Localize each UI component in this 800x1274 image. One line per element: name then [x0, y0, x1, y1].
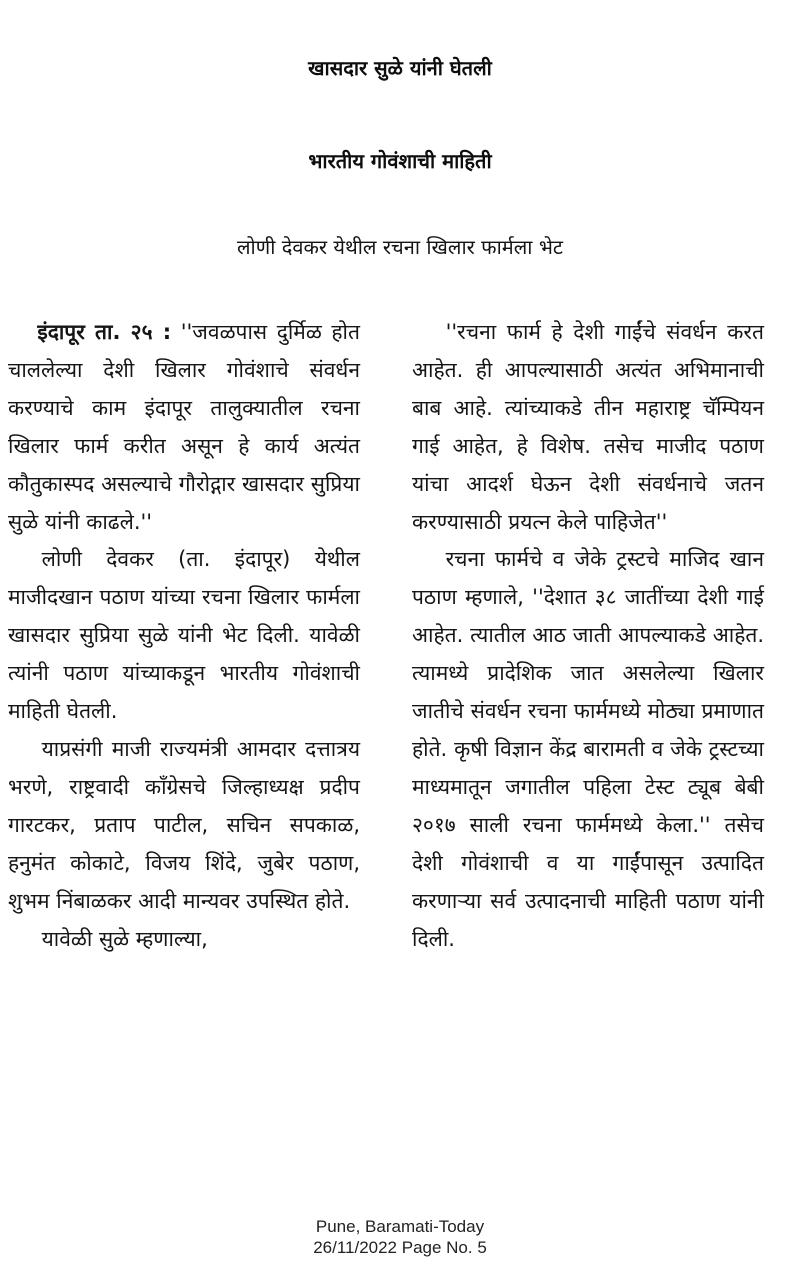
source-footer: [0, 1216, 800, 1258]
article-column-right: [412, 314, 764, 958]
paragraph-5: ''रचना फार्म हे देशी गाईंचे संवर्धन करत आहेत. ही आपल्यासाठी अत्यंत अभिमानाची बाब आहे. त्यांच्याकडे तीन महाराष्ट्र चॅम्पियन गाई आहेत, हे विशेष. तसेच माजीद पठाण यांचा आदर्श घेऊन देशी संवर्धनाचे जतन करण्यासाठी प्रयत्न केले पाहिजेत'': [412, 320, 764, 534]
paragraph-1-text: ''जवळपास दुर्मिळ होत चाललेल्या देशी खिलार गोवंशाचे संवर्धन करण्याचे काम इंदापूर तालुक्यातील रचना खिलार फार्म करीत असून हे कार्य अत्यंत कौतुकास्पद असल्याचे गौरोद्गार खासदार सुप्रिया सुळे यांनी काढले.'': [8, 320, 360, 534]
article-column-left: [8, 314, 360, 958]
source-line: Pune, Baramati-Today: [315, 1217, 485, 1236]
headline-line-1: खासदार सुळे यांनी घेतली: [308, 56, 492, 80]
paragraph-3: याप्रसंगी माजी राज्यमंत्री आमदार दत्तात्रय भरणे, राष्ट्रवादी काँग्रेसचे जिल्हाध्यक्ष प्रदीप गारटकर, प्रताप पाटील, सचिन सपकाळ, हनुमंत कोकाटे, विजय शिंदे, जुबेर पठाण, शुभम निंबाळकर आदी मान्यवर उपस्थित होते.: [8, 736, 361, 913]
paragraph-4: यावेळी सुळे म्हणाल्या,: [41, 926, 208, 951]
date-page-line: 26/11/2022 Page No. 5: [313, 1238, 487, 1257]
paragraph-2: लोणी देवकर (ता. इंदापूर) येथील माजीदखान पठाण यांच्या रचना खिलार फार्मला खासदार सुप्रिया सुळे यांनी भेट दिली. यावेळी त्यांनी पठाण यांच्याकडून भारतीय गोवंशाची माहिती घेतली.: [8, 547, 360, 724]
subheadline: लोणी देवकर येथील रचना खिलार फार्मला भेट: [237, 235, 563, 259]
paragraph-6: रचना फार्मचे व जेके ट्रस्टचे माजिद खान पठाण म्हणाले, ''देशात ३८ जातींच्या देशी गाई आहेत. त्यातील आठ जाती आपल्याकडे आहेत. त्यामध्ये प्रादेशिक जात असलेल्या खिलार जातीचे संवर्धन रचना फार्ममध्ये मोठ्या प्रमाणात होते. कृषी विज्ञान केंद्र बारामती व जेके ट्रस्टच्या माध्यमातून जगातील पहिला टेस्ट ट्यूब बेबी २०१७ साली रचना फार्ममध्ये केला.'' तसेच देशी गोवंशाची व या गाईंपासून उत्पादित करणाऱ्या सर्व उत्पादनाची माहिती पठाण यांनी दिली.: [412, 547, 764, 951]
paragraph-1: [8, 314, 360, 541]
dateline: इंदापूर ता. २५ :: [37, 320, 172, 344]
headline-line-2: भारतीय गोवंशाची माहिती: [308, 149, 492, 173]
